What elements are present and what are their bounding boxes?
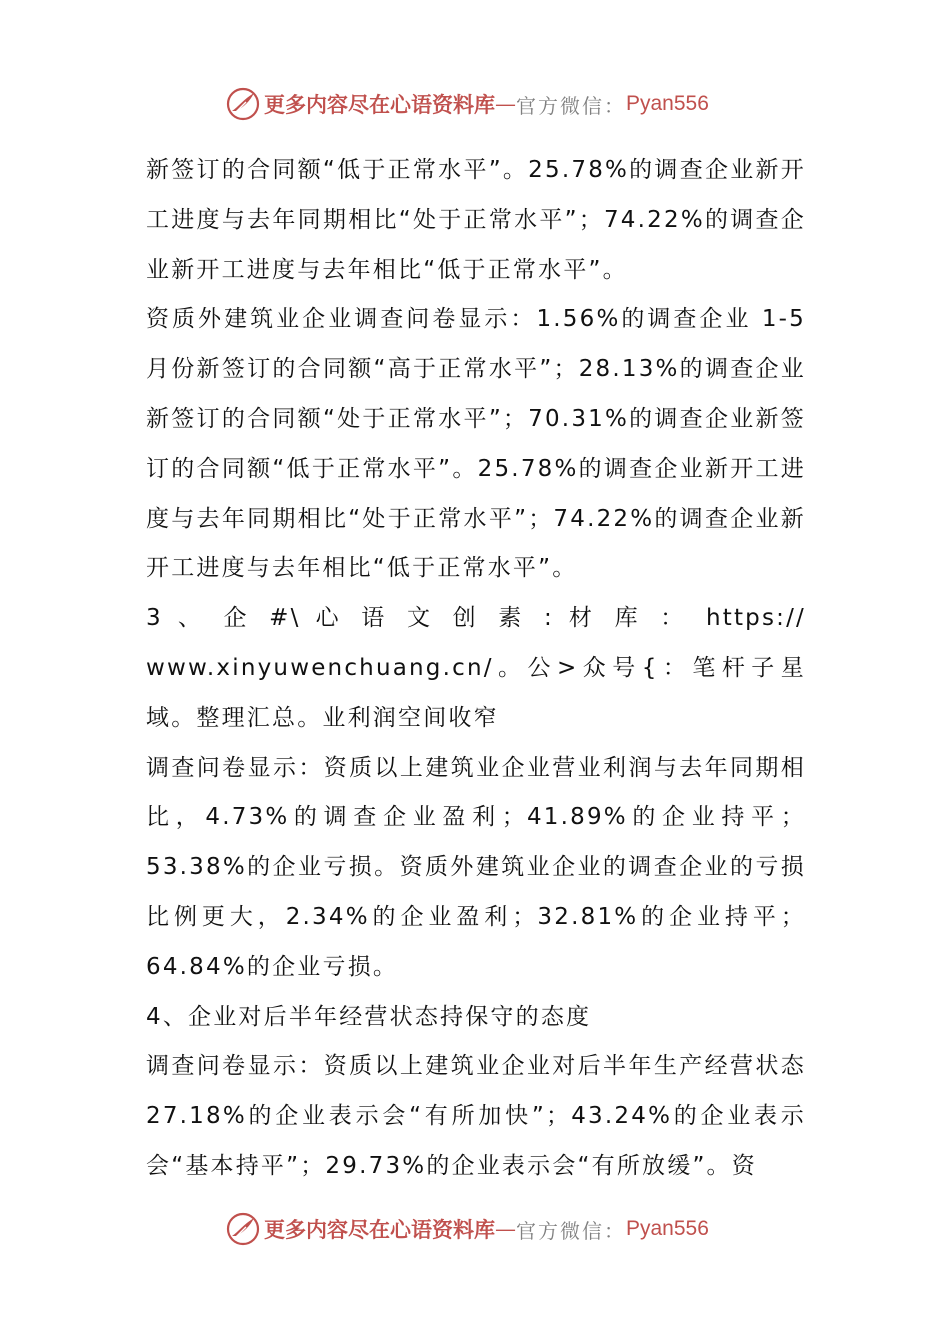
banner-dash: — xyxy=(495,1217,516,1241)
banner-wechat-id: Pyan556 xyxy=(626,1217,709,1240)
header-banner xyxy=(226,84,709,124)
document-body xyxy=(146,146,806,1192)
banner-dash: — xyxy=(495,92,516,116)
quill-logo-icon xyxy=(226,87,260,121)
paragraph: 新签订的合同额“低于正常水平”。25.78%的调查企业新开工进度与去年同期相比“处于正常水平”；74.22%的调查企业新开工进度与去年相比“低于正常水平”。 xyxy=(146,157,806,283)
footer-banner xyxy=(226,1209,709,1249)
paragraph: 资质外建筑业企业调查问卷显示：1.56%的调查企业 1-5 月份新签订的合同额“高于正常水平”；28.13%的调查企业新签订的合同额“处于正常水平”；70.31%的调查企业新签订的合同额“低于正常水平”。25.78%的调查企业新开工进度与去年同期相比“处于正常水平”；74.22%的调查企业新开工进度与去年相比“低于正常水平”。 xyxy=(146,306,806,582)
banner-sub-text: 官方微信： xyxy=(516,93,626,118)
paragraph: 调查问卷显示：资质以上建筑业企业营业利润与去年同期相比，4.73%的调查企业盈利；41.89%的企业持平；53.38%的企业亏损。资质外建筑业企业的调查企业的亏损比例更大，2.34%的企业盈利；32.81%的企业持平；64.84%的企业亏损。 xyxy=(146,754,806,980)
paragraph: 调查问卷显示：资质以上建筑业企业对后半年生产经营状态 27.18%的企业表示会“有所加快”；43.24%的企业表示会“基本持平”；29.73%的企业表示会“有所放缓”。资 xyxy=(146,1053,806,1179)
banner-sub-text: 官方微信： xyxy=(516,1218,626,1243)
quill-logo-icon xyxy=(226,1212,260,1246)
paragraph: www.xinyuwenchuang.cn/。公>众号{：笔杆子星域。整理汇总。业利润空间收窄 xyxy=(146,654,806,731)
section-heading: 4、企业对后半年经营状态持保守的态度 xyxy=(146,1003,592,1030)
banner-main-text: 更多内容尽在心语资料库 xyxy=(264,1217,495,1242)
banner-main-text: 更多内容尽在心语资料库 xyxy=(264,92,495,117)
section-heading: 3 、 企 #\ 心 语 文 创 素 : 材 库 ： https:// xyxy=(146,605,806,632)
banner-wechat-id: Pyan556 xyxy=(626,92,709,115)
